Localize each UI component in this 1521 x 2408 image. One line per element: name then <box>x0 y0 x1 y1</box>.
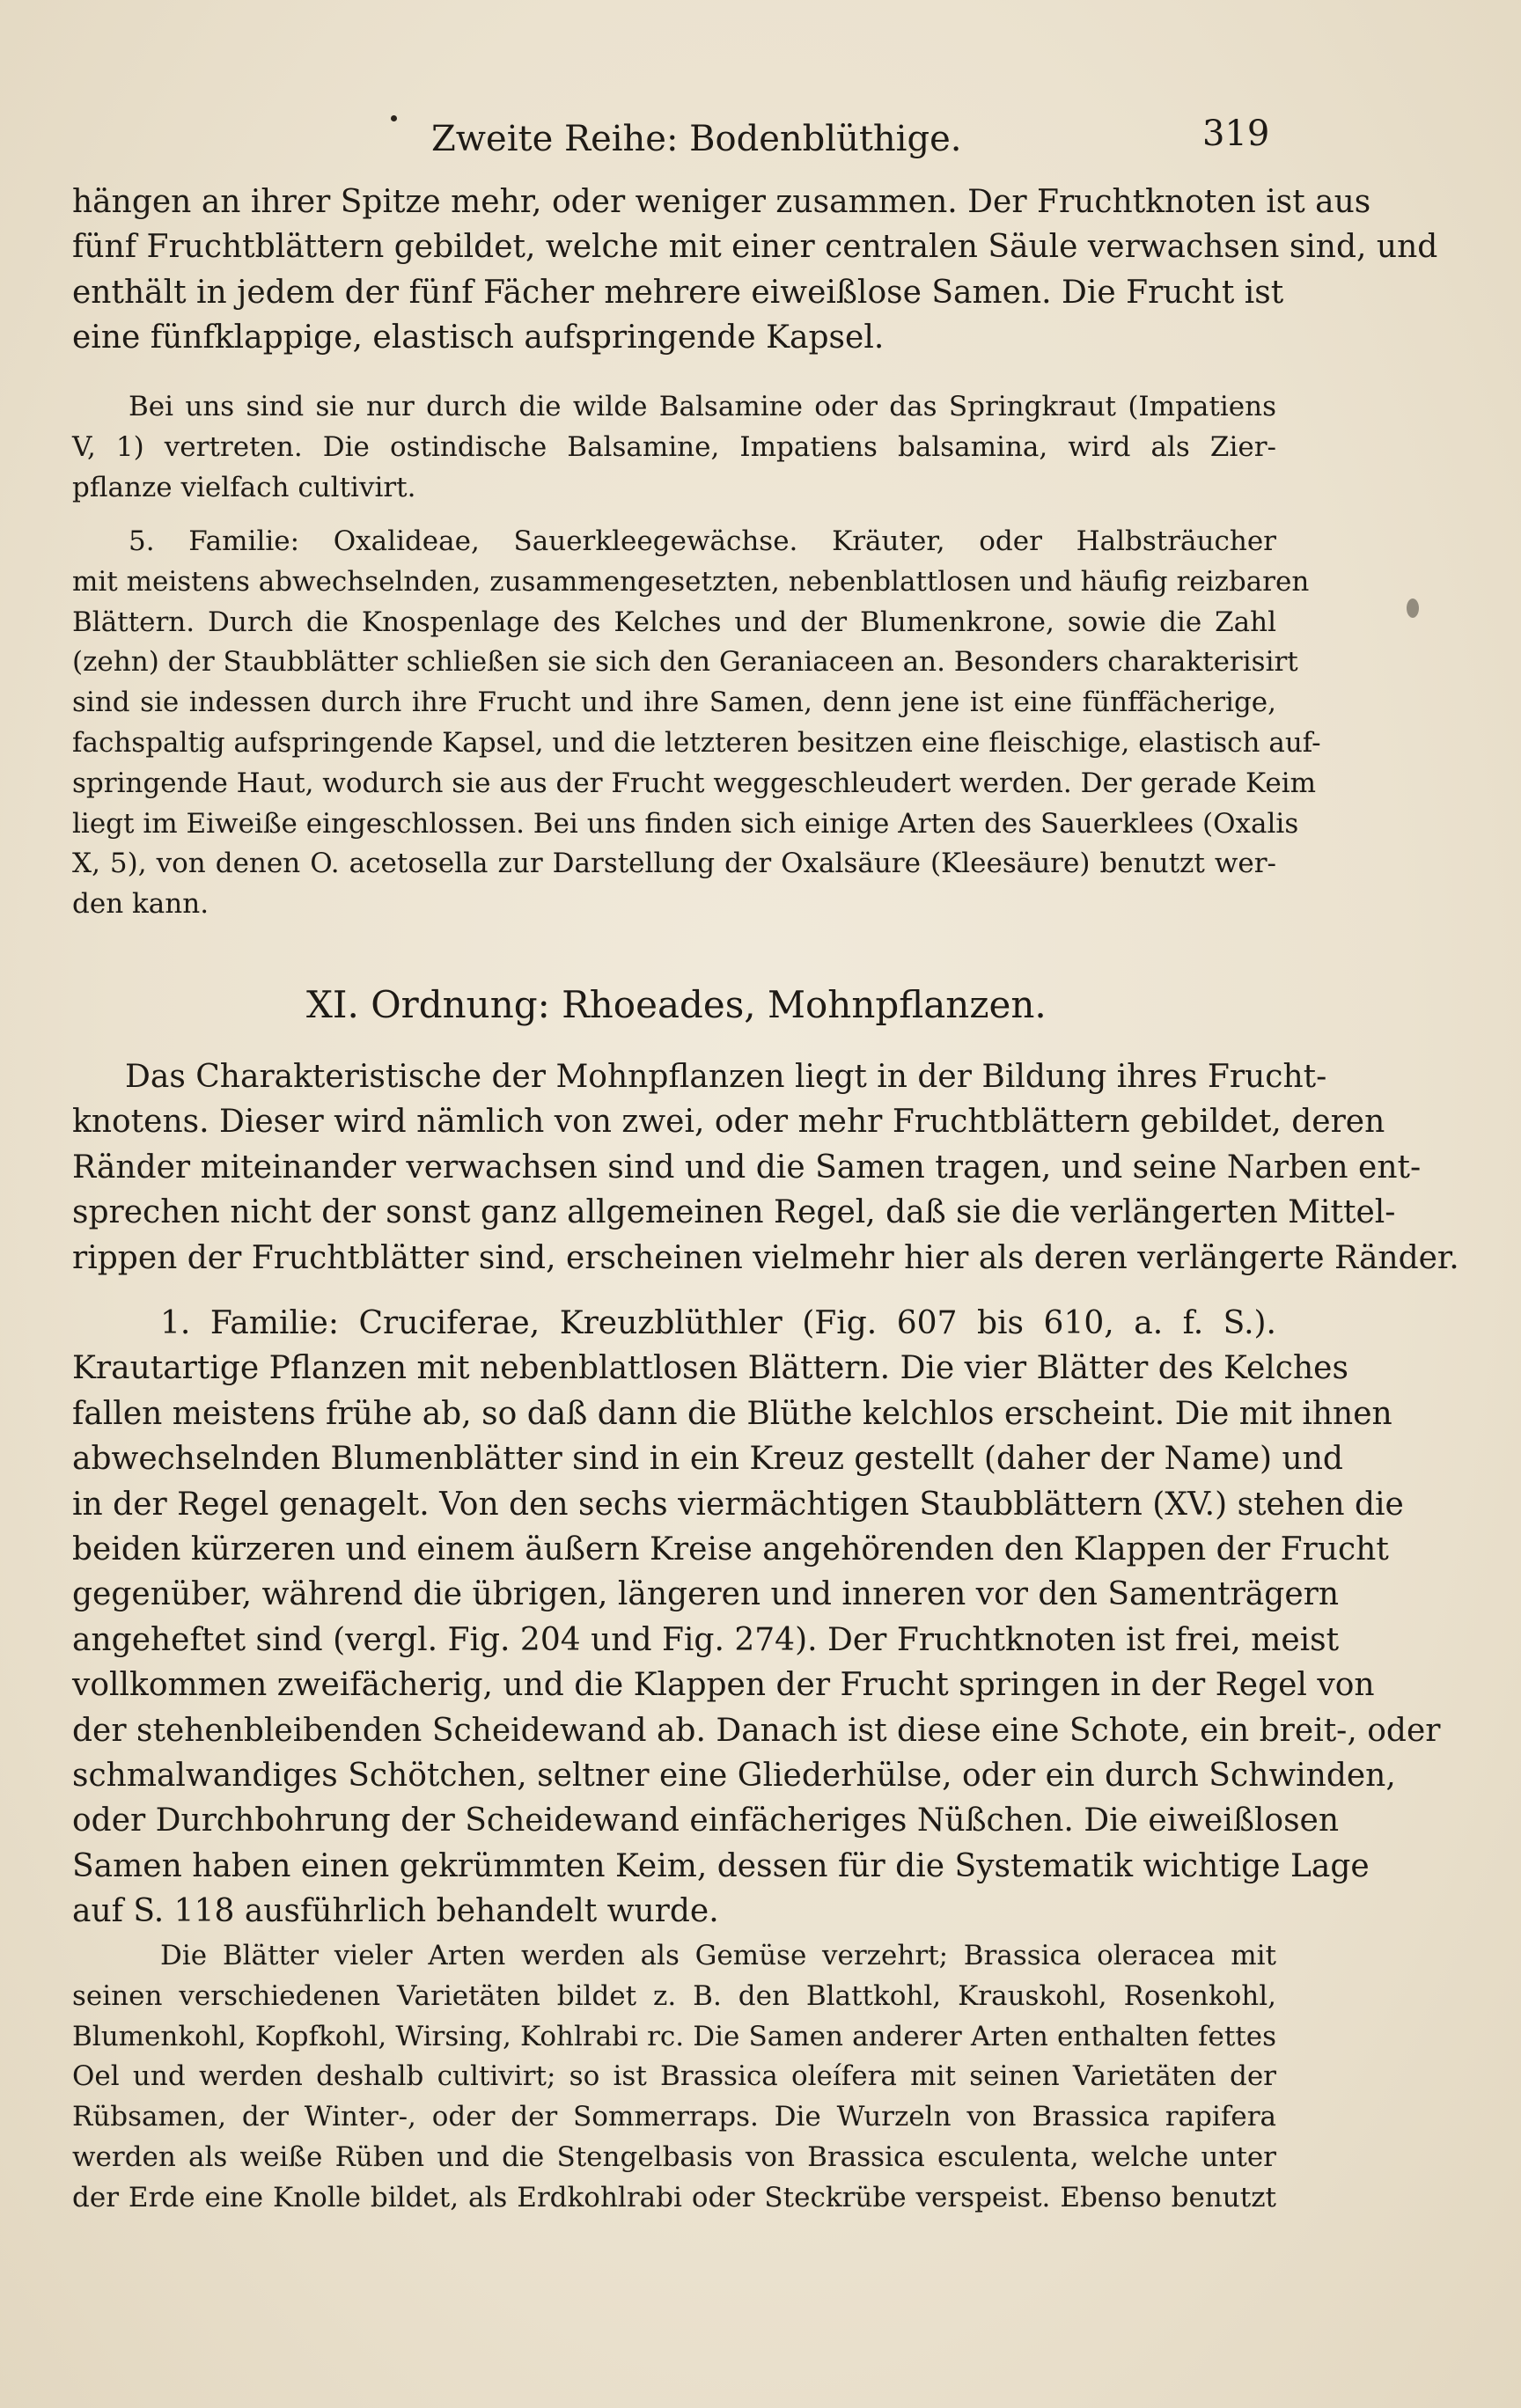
text-line: knotens. Dieser wird nämlich von zwei, oder mehr Fruchtblättern gebildet, deren <box>72 1104 1385 1141</box>
paragraph-continuation <box>72 180 1438 361</box>
text-line: 5. Familie: Oxalideae, Sauerkleegewächse. Kräuter, oder Halbsträucher <box>129 525 1276 557</box>
paragraph-cruciferae <box>72 1301 1441 1934</box>
text-line: Krautartige Pflanzen mit nebenblattlosen Blättern. Die vier Blätter des Kelches <box>72 1350 1348 1387</box>
note-brassica <box>72 1936 1276 2219</box>
text-line: springende Haut, wodurch sie aus der Frucht weggeschleudert werden. Der gerade Keim <box>72 767 1316 799</box>
text-line: auf S. 118 ausführlich behandelt wurde. <box>72 1893 719 1930</box>
section-heading: XI. Ordnung: Rhoeades, Mohnpflanzen. <box>306 983 1047 1026</box>
text-line: der Erde eine Knolle bildet, als Erdkohlrabi oder Steckrübe verspeist. Ebenso benutzt <box>72 2181 1276 2213</box>
text-line: der stehenbleibenden Scheidewand ab. Danach ist diese eine Schote, ein breit-, oder <box>72 1712 1441 1749</box>
text-line: sprechen nicht der sonst ganz allgemeinen Regel, daß sie die verlängerten Mittel- <box>72 1194 1396 1231</box>
text-line: Ränder miteinander verwachsen sind und die Samen tragen, und seine Narben ent- <box>72 1149 1422 1186</box>
text-line: vollkommen zweifächerig, und die Klappen der Frucht springen in der Regel von <box>72 1667 1375 1704</box>
ink-blot <box>1407 598 1419 618</box>
text-line: 1. Familie: Cruciferae, Kreuzblüthler (Fig. 607 bis 610, a. f. S.). <box>160 1305 1276 1341</box>
text-line: Blumenkohl, Kopfkohl, Wirsing, Kohlrabi rc. Die Samen anderer Arten enthalten fettes <box>72 2020 1276 2052</box>
text-line: liegt im Eiweiße eingeschlossen. Bei uns finden sich einige Arten des Sauerklees (Oxalis <box>72 807 1299 840</box>
text-line: Die Blätter vieler Arten werden als Gemüse verzehrt; Brassica oleracea mit <box>160 1940 1276 1971</box>
note-oxalideae <box>72 522 1321 925</box>
page-number: 319 <box>1202 114 1270 154</box>
running-header: Zweite Reihe: Bodenblüthige. <box>431 119 962 159</box>
text-line: Oel und werden deshalb cultivirt; so ist Brassica oleífera mit seinen Varietäten der <box>72 2060 1276 2093</box>
text-line: eine fünfklappige, elastisch aufspringende Kapsel. <box>72 319 885 356</box>
text-line: beiden kürzeren und einem äußern Kreise angehörenden den Klappen der Frucht <box>72 1531 1389 1568</box>
text-line: V, 1) vertreten. Die ostindische Balsamine, Impatiens balsamina, wird als Zier- <box>72 430 1276 463</box>
text-line: X, 5), von denen O. acetosella zur Darstellung der Oxalsäure (Kleesäure) benutzt wer- <box>72 848 1276 880</box>
text-line: seinen verschiedenen Varietäten bildet z. B. den Blattkohl, Krauskohl, Rosenkohl, <box>72 1979 1276 2012</box>
text-line: mit meistens abwechselnden, zusammengesetzten, nebenblattlosen und häufig reizbaren <box>72 565 1310 598</box>
text-line: sind sie indessen durch ihre Frucht und ihre Samen, denn jene ist eine fünffächerige, <box>72 686 1276 719</box>
text-line: enthält in jedem der fünf Fächer mehrere eiweißlose Samen. Die Frucht ist <box>72 274 1284 311</box>
text-line: schmalwandiges Schötchen, seltner eine Gliederhülse, oder ein durch Schwinden, <box>72 1758 1396 1795</box>
paragraph-rhoeades <box>72 1054 1459 1281</box>
text-line: werden als weiße Rüben und die Stengelbasis von Brassica esculenta, welche unter <box>72 2140 1276 2173</box>
text-line: fachspaltig aufspringende Kapsel, und die letzteren besitzen eine fleischige, elastisch auf- <box>72 726 1321 759</box>
text-line: Das Charakteristische der Mohnpflanzen liegt in der Bildung ihres Frucht- <box>125 1059 1327 1095</box>
text-line: (zehn) der Staubblätter schließen sie sich den Geraniaceen an. Besonders charakterisirt <box>72 646 1298 679</box>
text-line: Rübsamen, der Winter-, oder der Sommerraps. Die Wurzeln von Brassica rapifera <box>72 2101 1276 2133</box>
text-line: gegenüber, während die übrigen, längeren und inneren vor den Samenträgern <box>72 1576 1340 1613</box>
text-line: angeheftet sind (vergl. Fig. 204 und Fig. 274). Der Fruchtknoten ist frei, meist <box>72 1621 1340 1658</box>
text-line: hängen an ihrer Spitze mehr, oder weniger zusammen. Der Fruchtknoten ist aus <box>72 184 1371 220</box>
printers-dot <box>391 115 397 121</box>
note-balsamine <box>72 387 1276 508</box>
text-line: pflanze vielfach cultivirt. <box>72 471 416 503</box>
text-line: fallen meistens frühe ab, so daß dann die Blüthe kelchlos erscheint. Die mit ihnen <box>72 1395 1392 1432</box>
text-line: oder Durchbohrung der Scheidewand einfächeriges Nüßchen. Die eiweißlosen <box>72 1802 1340 1839</box>
text-line: in der Regel genagelt. Von den sechs viermächtigen Staubblättern (XV.) stehen die <box>72 1486 1404 1523</box>
text-line: rippen der Fruchtblätter sind, erscheinen vielmehr hier als deren verlängerte Ränder. <box>72 1239 1459 1276</box>
text-line: den kann. <box>72 888 209 921</box>
text-line: fünf Fruchtblättern gebildet, welche mit einer centralen Säule verwachsen sind, und <box>72 229 1438 266</box>
text-line: Blättern. Durch die Knospenlage des Kelches und der Blumenkrone, sowie die Zahl <box>72 606 1276 638</box>
text-line: Bei uns sind sie nur durch die wilde Balsamine oder das Springkraut (Impatiens <box>129 391 1276 422</box>
text-line: abwechselnden Blumenblätter sind in ein Kreuz gestellt (daher der Name) und <box>72 1441 1343 1478</box>
text-line: Samen haben einen gekrümmten Keim, dessen für die Systematik wichtige Lage <box>72 1847 1370 1884</box>
